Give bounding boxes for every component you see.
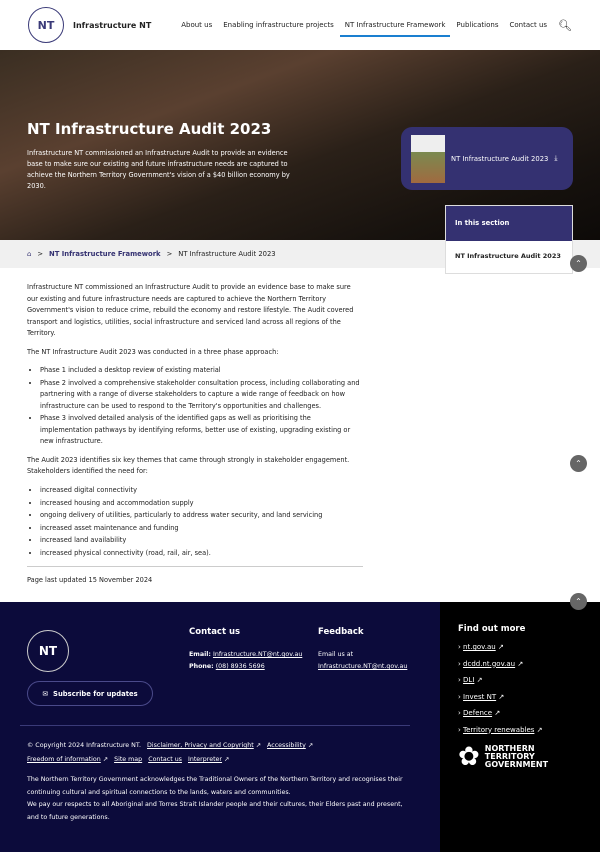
list-item: • Phase 1 included a desktop review of existing material [40,365,363,377]
main-nav [181,6,572,44]
legal-link-disclaimer[interactable]: Disclaimer, Privacy and Copyright [147,742,254,749]
themes-list [40,485,363,559]
hero-intro: Infrastructure NT commissioned an Infrastructure Audit to provide an evidence base to make sure our existing and future infrastructure needs are captured to achieve the Northern Territory Government's vision of a $40 billion economy by 2030. [27,149,290,190]
feedback-email-link[interactable]: Infrastructure.NT@nt.gov.au [318,663,408,671]
in-this-section-panel [445,205,573,274]
external-link-icon: ↗ [498,692,505,701]
external-link-icon: ↗ [255,742,262,749]
find-link-renewables[interactable]: Territory renewables [463,725,535,734]
nav-nt-infrastructure-framework[interactable]: NT Infrastructure Framework [345,6,446,44]
list-item: • Phase 2 involved a comprehensive stakeholder consultation process, including collaborating and partnering with a range of diverse stakeholders to capture a wide range of feedback on how infrastructure can be used to respond to the Territory's opportunities and challenges. [40,378,363,413]
chevron-right-icon: > [37,250,44,258]
list-item: • increased digital connectivity [40,485,363,497]
find-link-defence[interactable]: Defence [463,709,493,717]
external-link-icon: ↗ [476,676,483,684]
main-content [0,268,390,587]
nt-government-logo[interactable] [458,742,582,772]
list-item: • increased land availability [40,535,363,547]
acknowledgement-text: We pay our respects to all Aboriginal and Torres Strait Islander people and their cultures, their Elders past and present, and to future generations. [27,801,403,821]
feedback-text: Email us at [318,651,354,659]
external-link-icon: ↗ [307,742,314,749]
find-out-more-heading: Find out more [458,624,526,634]
list-item: • increased asset maintenance and funding [40,523,363,535]
in-this-section-heading: In this section [446,206,572,241]
external-link-icon: ↗ [494,709,501,717]
copyright: © Copyright 2024 Infrastructure NT. [27,742,141,749]
feedback-heading: Feedback [318,627,364,637]
contact-heading: Contact us [189,627,241,637]
scroll-to-top-button[interactable]: ⌃ [570,593,587,610]
scroll-to-top-button[interactable]: ⌃ [570,455,587,472]
chevron-right-icon: > [166,250,173,258]
footer-contact [189,624,302,673]
footer-feedback [318,624,407,673]
list-item: • Phase 3 involved detailed analysis of the identified gaps as well as prioritising the implementation pathways by identifying reforms, better use of existing, upgrading existing or new infrastructure. [40,413,363,448]
legal-link-contact[interactable]: Contact us [148,756,182,764]
nav-contact-us[interactable]: Contact us [509,21,548,29]
subscribe-label: Subscribe for updates [53,689,138,698]
list-item: • increased housing and accommodation supply [40,498,363,510]
scroll-to-top-button[interactable]: ⌃ [570,255,587,272]
home-icon[interactable]: ⌂ [27,250,32,258]
nt-government-logo-text: NORTHERN TERRITORY GOVERNMENT [484,744,549,769]
external-link-icon: ↗ [517,659,524,668]
site-name[interactable]: Infrastructure NT [73,20,152,30]
legal-link-foi[interactable]: Freedom of information [27,756,101,764]
legal-link-interpreter[interactable]: Interpreter [187,756,223,764]
envelope-icon: ✉ [42,689,49,698]
footer-divider [20,725,410,726]
contact-phone-link[interactable]: (08) 8936 5696 [215,663,265,671]
phone-label: Phone: [189,663,214,671]
section-link-audit[interactable]: NT Infrastructure Audit 2023 [446,241,572,273]
list-item: • ongoing delivery of utilities, particularly to address water security, and land servicing [40,510,363,522]
external-link-icon: ↗ [102,756,109,764]
find-link-dli[interactable]: DLI [463,676,475,684]
external-link-icon: ↗ [224,756,230,764]
subscribe-button[interactable] [27,681,153,706]
document-thumbnail [411,135,445,183]
site-logo[interactable]: NT [28,7,64,43]
legal-link-accessibility[interactable]: Accessibility [267,742,306,749]
find-link-invest-nt[interactable]: Invest NT [463,692,497,701]
acknowledgement-text: The Northern Territory Government acknowledges the Traditional Owners of the Northern Territory and recognises their continuing cultural and spiritual connections to the lands, waters and communities. [27,776,403,796]
download-label: NT Infrastructure Audit 2023 [451,154,549,163]
flower-icon: ✿ [458,742,480,772]
nav-enabling-projects[interactable]: Enabling infrastructure projects [223,21,334,29]
acknowledgement [27,774,407,824]
paragraph: The NT Infrastructure Audit 2023 was conducted in a three phase approach: [27,347,279,356]
nav-about-us[interactable]: About us [181,21,213,29]
email-label: Email: [189,651,211,659]
footer-logo[interactable]: NT [27,630,69,672]
site-header [0,0,600,50]
download-icon: ⤓ [554,154,558,162]
external-link-icon: ↗ [536,725,543,734]
page-title: NT Infrastructure Audit 2023 [27,120,272,138]
find-out-more: Find out more › nt.gov.au ↗ › dcdd.nt.gov.au ↗ › DLI ↗ › Invest NT ↗ › Defence ↗ › Territory renewables ↗ ✿ NORTHERN TERRITORY GOVERNMENT [440,602,600,852]
legal-links [27,739,417,768]
paragraph: Infrastructure NT commissioned an Infrastructure Audit to provide an evidence base to make sure our existing and future infrastructure needs are captured to achieve the Northern Territory Government's vision to reduce crime, rebuild the economy and restore lifestyle. The Audit covered transport and logistics, utilities, social infrastructure and serviced land across all regions of the Territory. [27,283,354,338]
find-link-ntgov[interactable]: nt.gov.au [463,643,496,651]
last-updated: Page last updated 15 November 2024 [27,566,363,587]
site-footer [0,602,600,852]
breadcrumb-current: NT Infrastructure Audit 2023 [178,250,276,258]
list-item: • increased physical connectivity (road, rail, air, sea). [40,548,363,560]
nav-publications[interactable]: Publications [456,21,499,29]
breadcrumb-parent[interactable]: NT Infrastructure Framework [49,250,161,258]
contact-email-link[interactable]: Infrastructure.NT@nt.gov.au [212,651,303,659]
search-icon[interactable]: 🔍︎ [558,18,572,32]
download-audit-card[interactable] [401,127,573,190]
legal-link-sitemap[interactable]: Site map [114,756,143,764]
find-link-dcdd[interactable]: dcdd.nt.gov.au [463,659,516,668]
phases-list [40,365,363,448]
external-link-icon: ↗ [497,643,504,651]
paragraph: The Audit 2023 identifies six key themes that came through strongly in stakeholder engagement. Stakeholders identified the need for: [27,455,350,476]
